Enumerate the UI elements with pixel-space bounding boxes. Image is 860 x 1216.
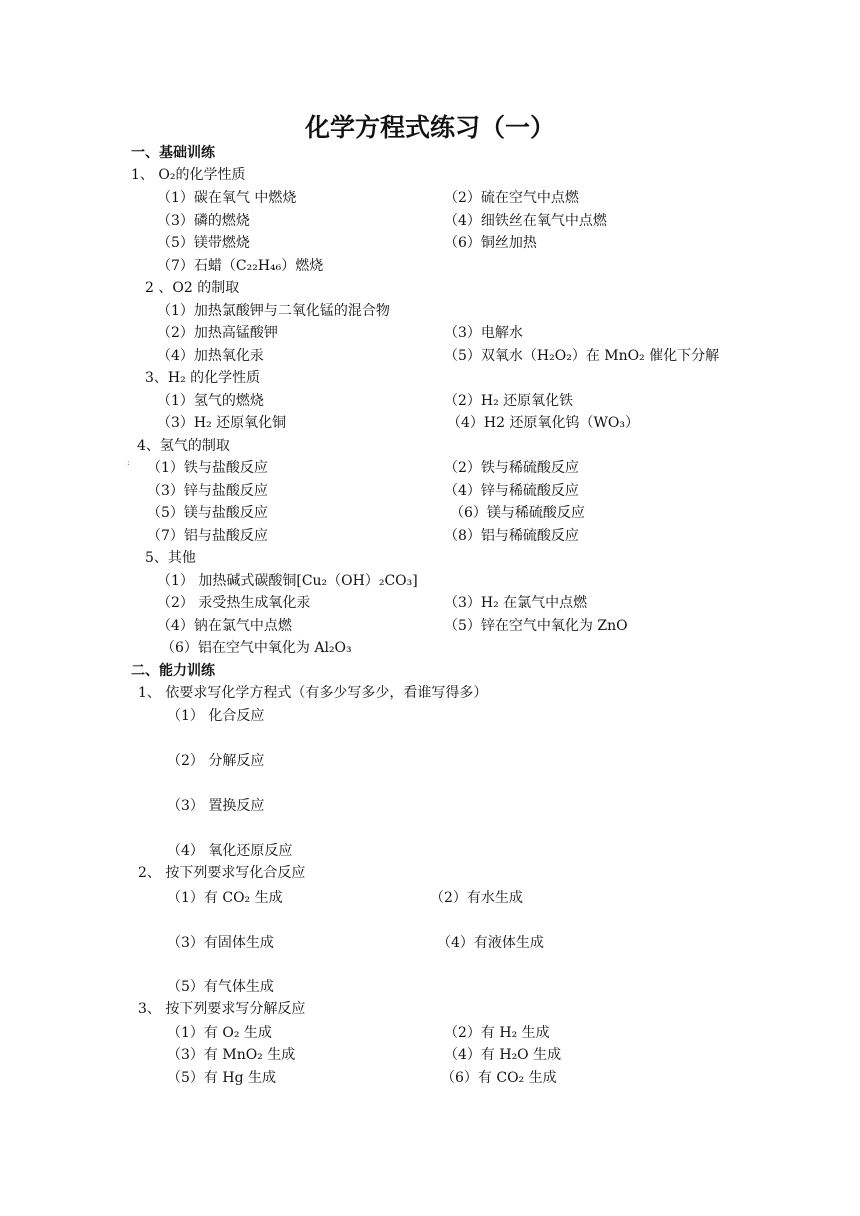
exercise-line: 1、 依要求写化学方程式（有多少写多少，看谁写得多） bbox=[138, 685, 488, 701]
exercise-line: （5）双氧水（H₂O₂）在 MnO₂ 催化下分解 bbox=[444, 348, 720, 364]
exercise-line: （2） 分解反应 bbox=[167, 753, 265, 769]
exercise-line: （3） 置换反应 bbox=[167, 798, 265, 814]
exercise-line: （1）氢气的燃烧 bbox=[157, 393, 264, 409]
exercise-line: 4、氢气的制取 bbox=[137, 438, 230, 454]
exercise-line: 3、H₂ 的化学性质 bbox=[145, 370, 261, 386]
stray-mark: : bbox=[127, 458, 130, 467]
exercise-line: （4）加热氧化汞 bbox=[157, 348, 264, 364]
exercise-line: （1）有 O₂ 生成 bbox=[167, 1025, 272, 1041]
exercise-line: （3）锌与盐酸反应 bbox=[147, 483, 268, 499]
exercise-line: （1）铁与盐酸反应 bbox=[147, 460, 268, 476]
exercise-line: （2）铁与稀硫酸反应 bbox=[444, 460, 579, 476]
exercise-line: 2 、O2 的制取 bbox=[145, 280, 240, 296]
exercise-line: （6）镁与稀硫酸反应 bbox=[450, 505, 585, 521]
exercise-line: （4）锌与稀硫酸反应 bbox=[444, 483, 579, 499]
page-title: 化学方程式练习（一） bbox=[304, 113, 555, 142]
exercise-line: （1）碳在氧气 中燃烧 bbox=[157, 190, 297, 206]
exercise-line: （5）有 Hg 生成 bbox=[167, 1070, 276, 1086]
exercise-line: （5）锌在空气中氧化为 ZnO bbox=[444, 618, 628, 634]
exercise-line: （4）有 H₂O 生成 bbox=[444, 1047, 562, 1063]
exercise-line: （5）镁与盐酸反应 bbox=[147, 505, 268, 521]
exercise-line: 2、 按下列要求写化合反应 bbox=[138, 865, 306, 881]
exercise-line: （7）铝与盐酸反应 bbox=[147, 528, 268, 544]
exercise-line: （4）有液体生成 bbox=[437, 935, 544, 951]
exercise-line: （2）硫在空气中点燃 bbox=[444, 190, 579, 206]
exercise-line: 3、 按下列要求写分解反应 bbox=[138, 1001, 306, 1017]
exercise-line: （3）电解水 bbox=[444, 325, 523, 341]
exercise-line: （8）铝与稀硫酸反应 bbox=[444, 528, 579, 544]
exercise-line: （5）镁带燃烧 bbox=[157, 235, 250, 251]
exercise-line: （6）铝在空气中氧化为 Al₂O₃ bbox=[161, 640, 352, 656]
exercise-line: 5、其他 bbox=[145, 550, 196, 566]
exercise-line: （3）H₂ 还原氧化铜 bbox=[157, 415, 287, 431]
exercise-line: （2）有 H₂ 生成 bbox=[444, 1025, 550, 1041]
exercise-line: （3）有 MnO₂ 生成 bbox=[167, 1047, 296, 1063]
exercise-line: （7）石蜡（C₂₂H₄₆）燃烧 bbox=[157, 258, 324, 274]
exercise-line: （1） 加热碱式碳酸铜[Cu₂（OH）₂CO₃] bbox=[157, 573, 418, 589]
exercise-line: （1） 化合反应 bbox=[167, 708, 265, 724]
exercise-line: （4）细铁丝在氧气中点燃 bbox=[444, 213, 607, 229]
exercise-line: （3）磷的燃烧 bbox=[157, 213, 250, 229]
exercise-line: 1、 O₂的化学性质 bbox=[131, 167, 246, 183]
exercise-line: （6）铜丝加热 bbox=[444, 235, 537, 251]
exercise-line: （4） 氧化还原反应 bbox=[167, 843, 293, 859]
exercise-line: （1）加热氯酸钾与二氧化锰的混合物 bbox=[157, 303, 390, 319]
exercise-line: （5）有气体生成 bbox=[167, 979, 274, 995]
exercise-line: （4）钠在氯气中点燃 bbox=[157, 618, 292, 634]
exercise-line: （2）有水生成 bbox=[430, 890, 523, 906]
exercise-line: （2）H₂ 还原氧化铁 bbox=[444, 393, 574, 409]
section-heading: 一、基础训练 bbox=[131, 145, 215, 161]
exercise-line: （1）有 CO₂ 生成 bbox=[167, 890, 283, 906]
exercise-line: （2） 汞受热生成氧化汞 bbox=[157, 595, 311, 611]
exercise-line: （3）有固体生成 bbox=[167, 935, 274, 951]
exercise-line: （3）H₂ 在氯气中点燃 bbox=[444, 595, 588, 611]
exercise-line: （4）H2 还原氧化钨（WO₃） bbox=[447, 415, 639, 431]
exercise-line: （6）有 CO₂ 生成 bbox=[441, 1070, 557, 1086]
section-heading: 二、能力训练 bbox=[131, 663, 215, 679]
exercise-line: （2）加热高锰酸钾 bbox=[157, 325, 278, 341]
